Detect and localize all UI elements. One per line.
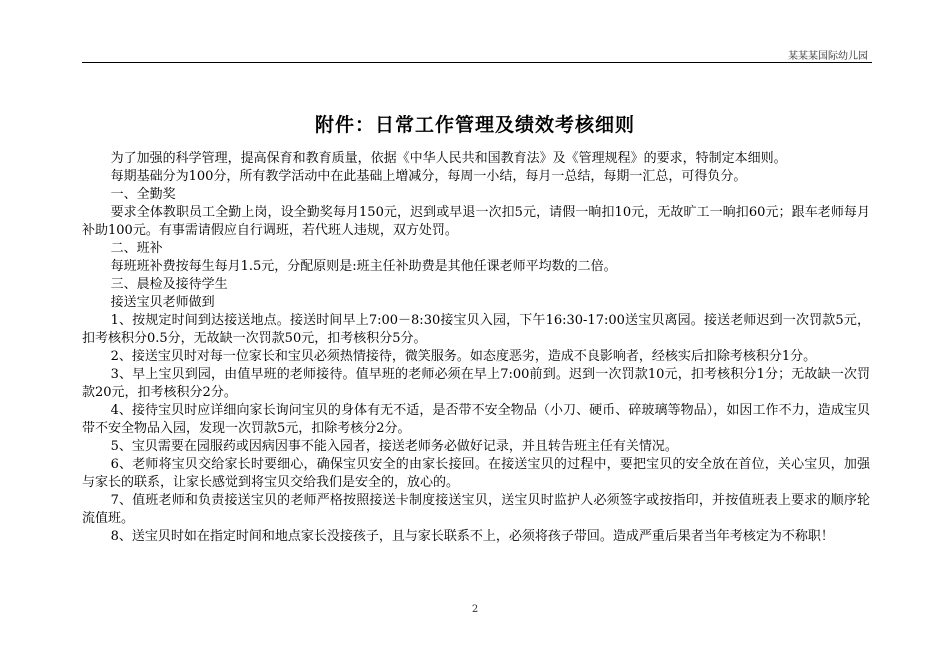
- paragraph-intro: 为了加强的科学管理，提高保育和教育质量，依据《中华人民共和国教育法》及《管理规程》的要求，特制定本细则。: [110, 151, 787, 166]
- paragraph-base-score: 每期基础分为100分，所有教学活动中在此基础上增减分，每周一小结，每月一总结，每期一汇总，可得负分。: [110, 169, 747, 184]
- rule-item: 3、早上宝贝到园，由值早班的老师接待。值早班的老师必须在早上7:00前到。迟到一次罚款10元，扣考核积分1分；无故缺一次罚款20元，扣考核积分2分。: [82, 367, 870, 400]
- page-number: 2: [471, 604, 479, 615]
- document-body: [82, 150, 870, 546]
- section-heading-attendance: 一、全勤奖: [110, 187, 176, 202]
- section-heading-morning-check: 三、晨检及接待学生: [110, 277, 228, 292]
- paragraph-attendance: 要求全体教职员工全勤上岗，设全勤奖每月150元，迟到或早退一次扣5元，请假一晌扣10元，无故旷工一晌扣60元；跟车老师每月补助100元。有事需请假应自行调班，若代班人违规，双方处罚。: [82, 205, 870, 238]
- section-heading-class-subsidy: 二、班补: [110, 241, 163, 256]
- rule-item: 6、老师将宝贝交给家长时要细心，确保宝贝安全的由家长接回。在接送宝贝的过程中，要把宝贝的安全放在首位，关心宝贝，加强与家长的联系，让家长感觉到将宝贝交给我们是安全的，放心的。: [82, 457, 870, 490]
- paragraph-subheading: 接送宝贝老师做到: [110, 295, 215, 310]
- rule-item: 2、接送宝贝时对每一位家长和宝贝必须热情接待，微笑服务。如态度恶劣，造成不良影响者，经核实后扣除考核积分1分。: [110, 349, 817, 364]
- rule-item: 8、送宝贝时如在指定时间和地点家长没接孩子，且与家长联系不上，必须将孩子带回。造成严重后果者当年考核定为不称职！: [110, 529, 834, 544]
- document-title: 附件：日常工作管理及绩效考核细则: [314, 114, 635, 136]
- header-divider: [82, 62, 872, 63]
- paragraph-class-subsidy: 每班班补费按每生每月1.5元，分配原则是:班主任补助费是其他任课老师平均数的二倍。: [110, 259, 617, 274]
- header-organization-name: 某某某国际幼儿园: [788, 51, 868, 62]
- rule-item: 1、按规定时间到达接送地点。接送时间早上7:00－8:30接宝贝入园，下午16:30-17:00送宝贝离园。接送老师迟到一次罚款5元，扣考核积分0.5分，无故缺一次罚款50元，扣考核积分5分。: [82, 313, 870, 346]
- rule-item: 7、值班老师和负责接送宝贝的老师严格按照接送卡制度接送宝贝，送宝贝时监护人必须签字或按指印，并按值班表上要求的顺序轮流值班。: [82, 493, 870, 526]
- rule-item: 5、宝贝需要在园服药或因病因事不能入园者，接送老师务必做好记录，并且转告班主任有关情况。: [110, 439, 678, 454]
- rule-item: 4、接待宝贝时应详细向家长询问宝贝的身体有无不适，是否带不安全物品（小刀、硬币、碎玻璃等物品），如因工作不力，造成宝贝带不安全物品入园，发现一次罚款5元，扣除考核分2分。: [82, 403, 870, 436]
